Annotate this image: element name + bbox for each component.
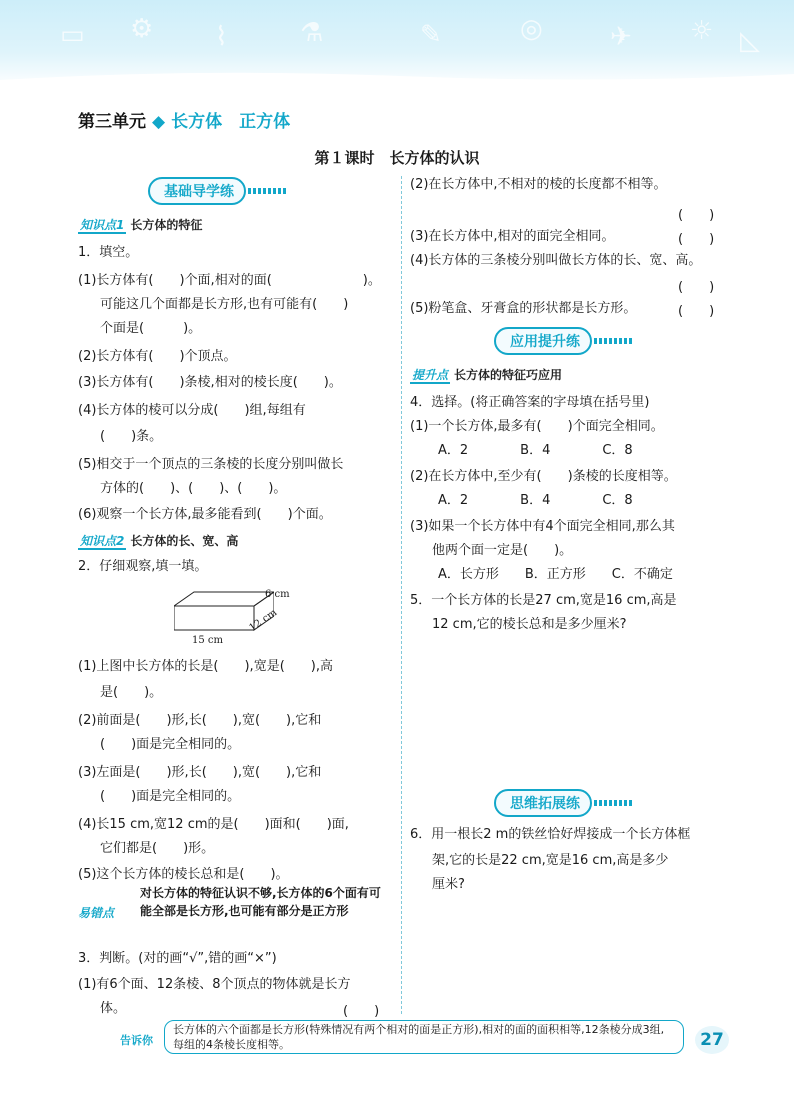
q1-1-line: 个面是( )。 [100,321,202,336]
figure-width-label: 12 cm [247,607,280,634]
pencil-icon: ✎ [420,20,442,50]
q3-2-line: (2)在长方体中,不相对的棱的长度都不相等。 [410,177,667,192]
lesson-title: 第１课时 长方体的认识 [314,149,480,167]
figure-height-label: 6 cm [265,589,290,600]
q2-2-line: ( )面是完全相同的。 [100,737,241,752]
q3-5-line: (5)粉笔盒、牙膏盒的形状都是长方形。 [410,301,637,316]
lightbulb-icon: ☼ [690,16,714,46]
answer-paren[interactable]: ( ) [678,208,715,223]
q2-4-line: 它们都是( )形。 [100,841,215,856]
header-banner [0,0,794,88]
q1-5-line: 方体的( )、( )、( )。 [100,481,287,496]
dashes-decor [594,338,634,344]
bullet-icon: ◆ [152,112,166,132]
q1-5-line: (5)相交于一个顶点的三条棱的长度分别叫做长 [78,457,344,472]
planet-icon: ◎ [520,14,543,44]
answer-paren[interactable]: ( ) [678,232,715,247]
tip-footer [120,1016,700,1056]
q2-1-line: 是( )。 [100,685,163,700]
q4-3-line: (3)如果一个长方体中有4个面完全相同,那么其 [410,519,675,534]
q2-3-line: ( )面是完全相同的。 [100,789,241,804]
answer-paren[interactable]: ( ) [343,1004,380,1019]
q1-3-line: (3)长方体有( )条棱,相对的棱长度( )。 [78,375,342,390]
plane-icon: ✈ [610,22,632,52]
book-icon: ▭ [60,20,85,50]
knowledge-point-2: 知识点2 长方体的长、宽、高 [80,534,239,548]
q4-3-line: 他两个面一定是( )。 [432,543,573,558]
answer-paren[interactable]: ( ) [678,304,715,319]
q3-1-line: (1)有6个面、12条棱、8个顶点的物体就是长方 [78,977,351,992]
gear-icon: ⚙ [130,14,154,44]
section-basic-practice: 基础导学练 [148,176,288,206]
question-6: 厘米? [432,877,465,892]
q4-2-line: (2)在长方体中,至少有( )条棱的长度相等。 [410,469,677,484]
figure-length-label: 15 cm [192,635,223,646]
banner-wave [0,66,794,96]
q4-2-options: A．2 B．4 C．8 [438,493,633,508]
dashes-decor [248,188,288,194]
q2-1-line: (1)上图中长方体的长是( ),宽是( ),高 [78,659,333,674]
question-5: 12 cm,它的棱长总和是多少厘米? [432,617,627,632]
dna-icon: ⌇ [215,22,228,52]
triangle-ruler-icon: ◺ [740,26,760,56]
q1-6-line: (6)观察一个长方体,最多能看到( )个面。 [78,507,332,522]
question-3: 3．判断。(对的画“√”,错的画“×”) [78,951,277,966]
q1-2-line: (2)长方体有( )个顶点。 [78,349,237,364]
question-1: 1．填空。 [78,245,139,260]
q4-3-options: A．长方形 B．正方形 C．不确定 [438,567,673,582]
improvement-point: 提升点 长方体的特征巧应用 [412,368,563,382]
q2-5-line: (5)这个长方体的棱长总和是( )。 [78,867,289,882]
q2-4-line: (4)长15 cm,宽12 cm的是( )面和( )面, [78,817,349,832]
question-6: 6．用一根长2 m的铁丝恰好焊接成一个长方体框 [410,827,691,842]
question-5: 5．一个长方体的长是27 cm,宽是16 cm,高是 [410,593,677,608]
tell-you-label: 告诉你 [120,1034,153,1047]
q1-4-line: (4)长方体的棱可以分成( )组,每组有 [78,403,306,418]
unit-title: 第三单元 ◆ 长方体 正方体 [78,112,291,132]
q3-3-line: (3)在长方体中,相对的面完全相同。 [410,229,615,244]
answer-paren[interactable]: ( ) [678,280,715,295]
tip-note: 长方体的六个面都是长方形(特殊情况有两个相对的面是正方形),相对的面的面积相等,12条棱分成3组,每组的4条棱长度相等。 [164,1020,684,1054]
q1-4-line: ( )条。 [100,429,163,444]
knowledge-point-1: 知识点1 长方体的特征 [80,218,203,232]
page-number: 27 [695,1026,729,1054]
q4-1-line: (1)一个长方体,最多有( )个面完全相同。 [410,419,664,434]
q3-1-line: 体。 [100,1001,127,1016]
q1-1-line: 可能这几个面都是长方形,也有可能有( ) [100,297,349,312]
question-2: 2．仔细观察,填一填。 [78,559,208,574]
q2-2-line: (2)前面是( )形,长( ),宽( ),它和 [78,713,322,728]
q3-4-line: (4)长方体的三条棱分别叫做长方体的长、宽、高。 [410,253,702,268]
column-divider [401,176,402,1014]
dashes-decor [594,800,634,806]
question-6: 架,它的长是22 cm,宽是16 cm,高是多少 [432,853,669,868]
q4-1-options: A．2 B．4 C．8 [438,443,633,458]
section-thinking-extension: 思维拓展练 [494,788,634,818]
section-applied-practice: 应用提升练 [494,326,634,356]
q2-3-line: (3)左面是( )形,长( ),宽( ),它和 [78,765,322,780]
question-4: 4．选择。(将正确答案的字母填在括号里) [410,395,650,410]
q1-1-line: (1)长方体有( )个面,相对的面( )。 [78,273,381,288]
flask-icon: ⚗ [300,18,324,48]
